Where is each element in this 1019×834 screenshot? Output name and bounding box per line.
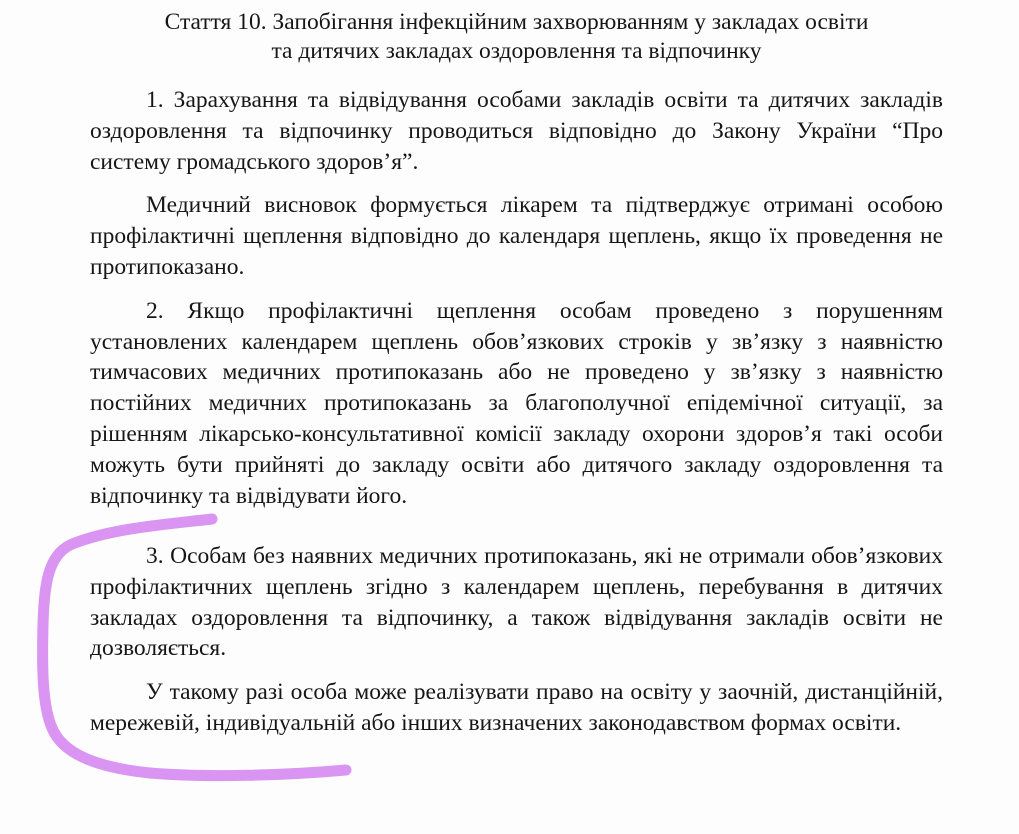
paragraph-4: 3. Особам без наявних медичних протипоказань, які не отримали обов’язкових профілактичних щеплень згідно з календарем щеплень, перебування в дитячих закладах оздоровлення та відпочинку, а також відвідування закладів освіти не дозволяється. bbox=[90, 543, 943, 662]
paragraph-5: У такому разі особа може реалізувати право на освіту у заочній, дистанційній, мережевій, індивідуальній або інших визначених законодавством формах освіти. bbox=[90, 679, 943, 736]
article-title-line-2: та дитячих закладах оздоровлення та відпочинку bbox=[271, 38, 762, 64]
article-body-part-2 bbox=[90, 541, 943, 739]
article-title-line-1: Стаття 10. Запобігання інфекційним захворюванням у закладах освіти bbox=[164, 9, 869, 35]
paragraph-2: Медичний висновок формується лікарем та підтверджує отримані особою профілактичні щеплення відповідно до календаря щеплень, якщо їх проведення не протипоказано. bbox=[90, 192, 943, 280]
paragraph-3: 2. Якщо профілактичні щеплення особам проведено з порушенням установлених календарем щеплень обов’язкових строків у зв’язку з наявністю тимчасових медичних протипоказань або не проведено у зв’язку з наявністю постійних медичних протипоказань за благополучної епідемічної ситуації, за рішенням лікарсько-консультативної комісії закладу охорони здоров’я такі особи можуть бути прийняті до закладу освіти або дитячого закладу оздоровлення та відпочинку та відвідувати його. bbox=[90, 297, 943, 509]
article-body-part-1 bbox=[90, 85, 943, 511]
paragraph-1: 1. Зарахування та відвідування особами закладів освіти та дитячих закладів оздоровлення та відпочинку проводиться відповідно до Закону України “Про систему громадського здоров’я”. bbox=[90, 87, 943, 175]
article-title bbox=[90, 8, 943, 66]
